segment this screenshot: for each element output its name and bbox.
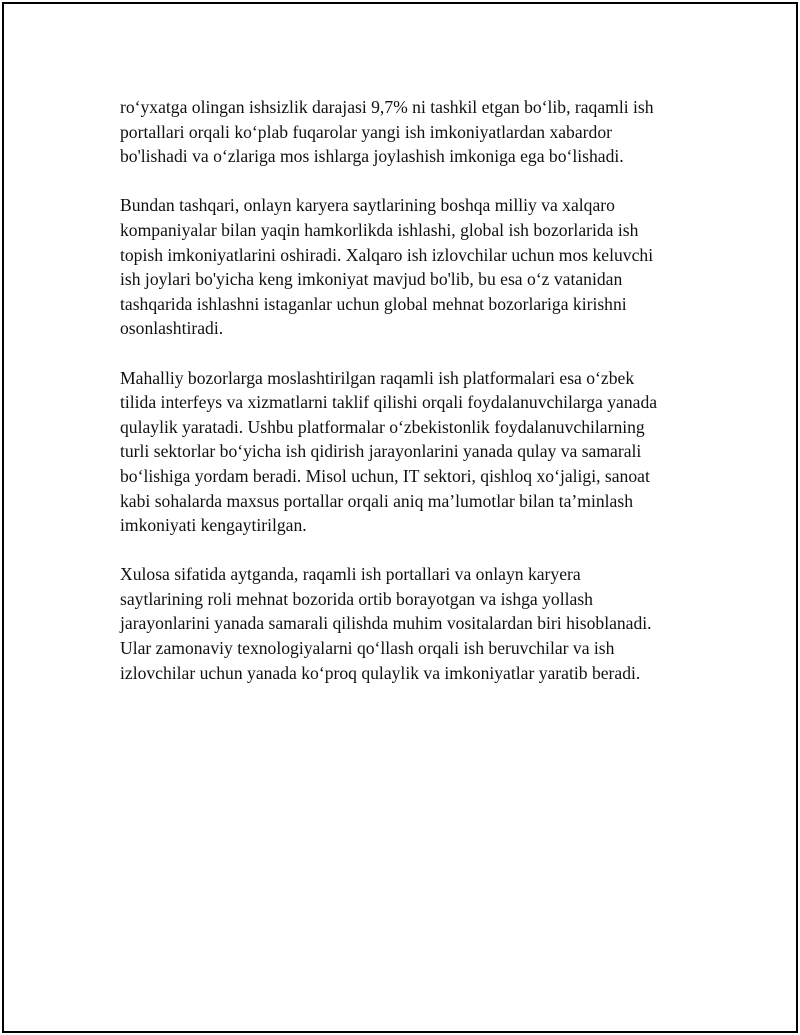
text-line: ish joylari bo'yicha keng imkoniyat mavjud bo'lib, bu esa o‘z vatanidan	[120, 269, 623, 290]
text-line: izlovchilar uchun yanada ko‘proq qulaylik va imkoniyatlar yaratib beradi.	[120, 662, 641, 683]
text-line: Xulosa sifatida aytganda, raqamli ish portallari va onlayn karyera	[120, 564, 581, 585]
document-page	[2, 2, 798, 1033]
text-line: turli sektorlar bo‘yicha ish qidirish jarayonlarini yanada qulay va samarali	[120, 441, 642, 462]
text-line: portallari orqali ko‘plab fuqarolar yangi ish imkoniyatlardan xabardor	[120, 121, 612, 142]
text-line: qulaylik yaratadi. Ushbu platformalar o‘zbekistonlik foydalanuvchilarning	[120, 416, 645, 437]
text-line: kompaniyalar bilan yaqin hamkorlikda ishlashi, global ish bozorlarida ish	[120, 219, 639, 240]
paragraph-local-platforms	[120, 366, 696, 538]
text-line: osonlashtiradi.	[120, 318, 224, 339]
text-line: saytlarining roli mehnat bozorida ortib borayotgan va ishga yollash	[120, 588, 593, 609]
text-line: bo'lishadi va o‘zlariga mos ishlarga joylashish imkoniga ega bo‘lishadi.	[120, 146, 624, 167]
paragraph-conclusion	[120, 562, 696, 685]
text-line: topish imkoniyatlarini oshiradi. Xalqaro ish izlovchilar uchun mos keluvchi	[120, 244, 654, 265]
text-line: Mahalliy bozorlarga moslashtirilgan raqamli ish platformalari esa o‘zbek	[120, 367, 635, 388]
text-line: ro‘yxatga olingan ishsizlik darajasi 9,7% ni tashkil etgan bo‘lib, raqamli ish	[120, 97, 654, 117]
text-line: tashqarida ishlashni istaganlar uchun global mehnat bozorlariga kirishni	[120, 293, 627, 314]
document-body	[120, 95, 696, 710]
text-line: bo‘lishiga yordam beradi. Misol uchun, IT sektori, qishloq xo‘jaligi, sanoat	[120, 465, 650, 486]
paragraph-international-cooperation	[120, 193, 696, 341]
text-line: tilida interfeys va xizmatlarni taklif qilishi orqali foydalanuvchilarga yanada	[120, 392, 658, 413]
text-line: Ular zamonaviy texnologiyalarni qo‘llash orqali ish beruvchilar va ish	[120, 638, 615, 659]
text-line: imkoniyati kengaytirilgan.	[120, 515, 307, 536]
text-line: Bundan tashqari, onlayn karyera saytlarining boshqa milliy va xalqaro	[120, 195, 615, 216]
paragraph-unemployment	[120, 95, 696, 169]
text-line: jarayonlarini yanada samarali qilishda muhim vositalardan biri hisoblanadi.	[120, 613, 652, 634]
text-line: kabi sohalarda maxsus portallar orqali aniq ma’lumotlar bilan ta’minlash	[120, 490, 634, 511]
